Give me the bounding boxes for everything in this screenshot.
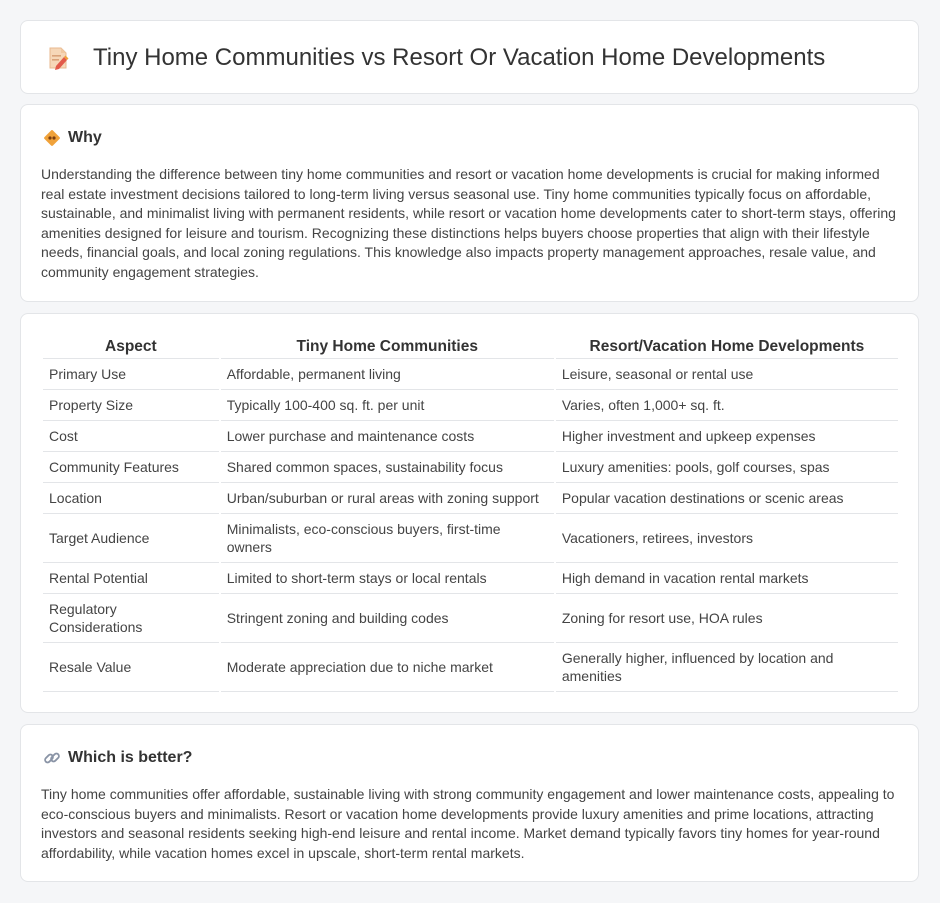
cell-tiny-home: Limited to short-term stays or local rentals	[221, 563, 554, 594]
cell-aspect: Primary Use	[43, 359, 219, 390]
why-section	[20, 104, 919, 302]
comparison-table	[41, 334, 900, 692]
table-row	[43, 563, 898, 594]
cell-tiny-home: Stringent zoning and building codes	[221, 594, 554, 643]
page-title: Tiny Home Communities vs Resort Or Vacation Home Developments	[93, 44, 826, 71]
header-resort: Resort/Vacation Home Developments	[556, 334, 898, 359]
cell-aspect: Resale Value	[43, 643, 219, 692]
cell-aspect: Rental Potential	[43, 563, 219, 594]
table-row	[43, 390, 898, 421]
table-row	[43, 452, 898, 483]
why-paragraph: Understanding the difference between tiny home communities and resort or vacation home developments is crucial for making informed real estate investment decisions tailored to long-term living versus seasonal use. Tiny home communities typically focus on affordable, sustainable, and minimalist living with permanent residents, while resort or vacation home developments cater to short-term stays, offering amenities designed for leisure and tourism. Recognizing these distinctions helps buyers choose properties that align with their lifestyle needs, financial goals, and local zoning regulations. This knowledge also impacts property management approaches, resale value, and community engagement strategies.	[41, 166, 896, 280]
cell-tiny-home: Typically 100-400 sq. ft. per unit	[221, 390, 554, 421]
cell-aspect: Location	[43, 483, 219, 514]
document-pencil-icon	[47, 46, 69, 70]
cell-resort: Zoning for resort use, HOA rules	[556, 594, 898, 643]
cell-tiny-home: Minimalists, eco-conscious buyers, first-time owners	[221, 514, 554, 563]
diamond-sign-icon	[43, 129, 61, 147]
cell-resort: Luxury amenities: pools, golf courses, spas	[556, 452, 898, 483]
table-row	[43, 483, 898, 514]
cell-resort: Vacationers, retirees, investors	[556, 514, 898, 563]
table-row	[43, 514, 898, 563]
cell-resort: Generally higher, influenced by location and amenities	[556, 643, 898, 692]
title-card	[20, 20, 919, 94]
table-row	[43, 594, 898, 643]
cell-tiny-home: Urban/suburban or rural areas with zoning support	[221, 483, 554, 514]
cell-resort: Varies, often 1,000+ sq. ft.	[556, 390, 898, 421]
better-paragraph: Tiny home communities offer affordable, sustainable living with strong community engagement and lower maintenance costs, appealing to eco-conscious buyers and minimalists. Resort or vacation home developments provide luxury amenities and prime locations, attracting investors and seasonal residents seeking high-end leisure and rental income. Market demand typically favors tiny homes for year-round affordability, while vacation homes excel in upscale, short-term rental markets.	[41, 786, 895, 861]
cell-aspect: Cost	[43, 421, 219, 452]
cell-resort: Popular vacation destinations or scenic areas	[556, 483, 898, 514]
which-is-better-section	[20, 724, 919, 882]
cell-aspect: Community Features	[43, 452, 219, 483]
cell-tiny-home: Affordable, permanent living	[221, 359, 554, 390]
comparison-table-section	[20, 313, 919, 713]
cell-aspect: Property Size	[43, 390, 219, 421]
header-tiny-home: Tiny Home Communities	[221, 334, 554, 359]
cell-resort: Higher investment and upkeep expenses	[556, 421, 898, 452]
cell-resort: High demand in vacation rental markets	[556, 563, 898, 594]
table-row	[43, 421, 898, 452]
table-row	[43, 359, 898, 390]
why-heading: Why	[68, 129, 102, 146]
cell-aspect: Target Audience	[43, 514, 219, 563]
table-header-row	[43, 334, 898, 359]
cell-aspect: Regulatory Considerations	[43, 594, 219, 643]
header-aspect: Aspect	[43, 334, 219, 359]
cell-tiny-home: Shared common spaces, sustainability focus	[221, 452, 554, 483]
table-row	[43, 643, 898, 692]
cell-resort: Leisure, seasonal or rental use	[556, 359, 898, 390]
cell-tiny-home: Lower purchase and maintenance costs	[221, 421, 554, 452]
better-heading: Which is better?	[68, 749, 193, 766]
link-icon	[43, 749, 61, 767]
cell-tiny-home: Moderate appreciation due to niche market	[221, 643, 554, 692]
